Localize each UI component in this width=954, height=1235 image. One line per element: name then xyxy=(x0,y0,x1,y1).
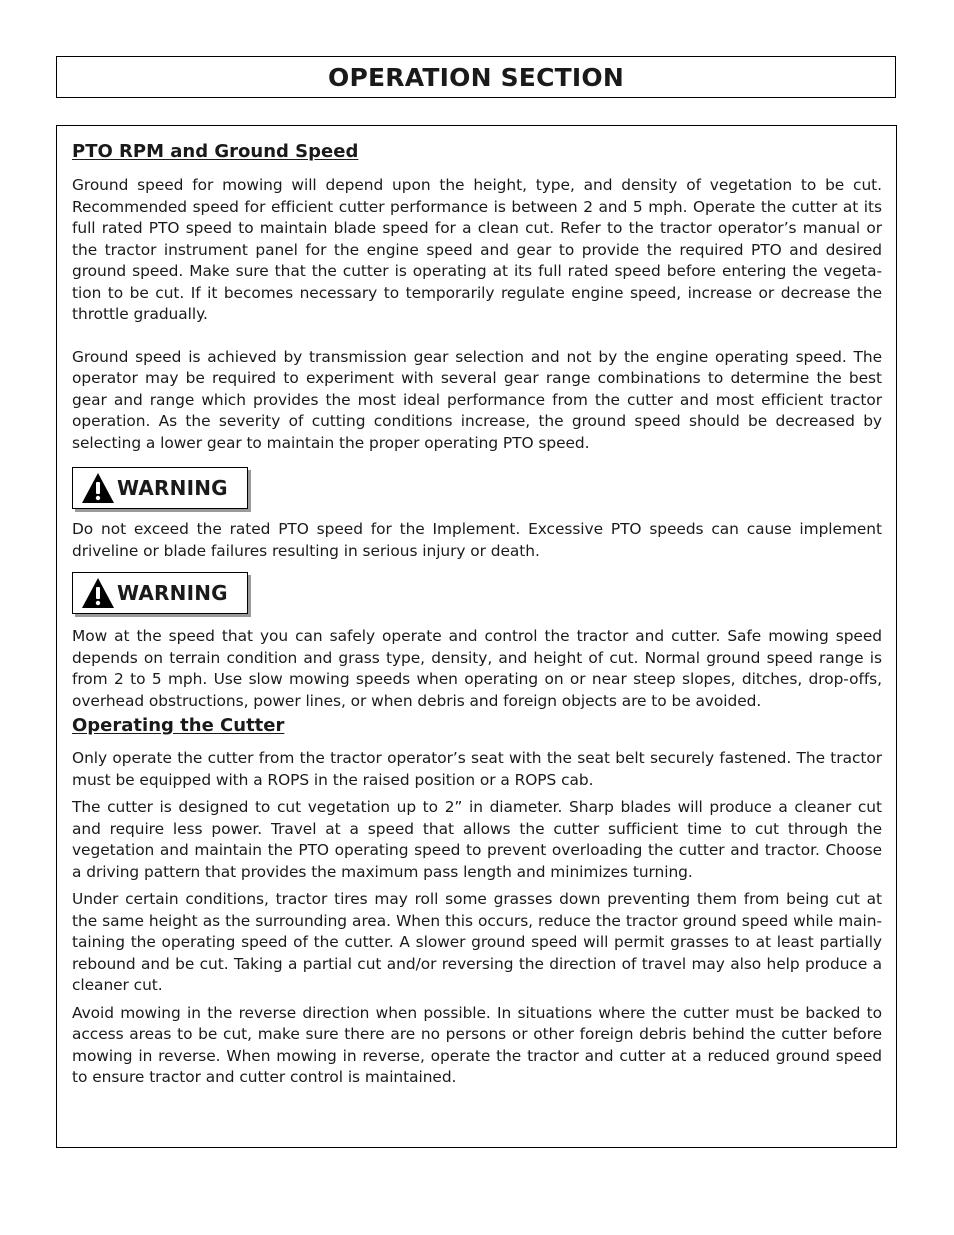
warning-text: Do not exceed the rated PTO speed for the Implement. Excessive PTO speeds can cause implement driveline or blade failures resulting in serious injury or death. xyxy=(72,520,882,560)
content-box xyxy=(56,125,897,1148)
paragraph: The cutter is designed to cut vegetation up to 2” in diameter. Sharp blades will produce a cleaner cut and require less power. Travel at a speed that allows the cutter sufficient time to cut through the vegetation and maintain the PTO operating speed to prevent overloading the cutter and tractor. Choose a driving pattern that provides the maximum pass length and minimizes turning. xyxy=(72,798,882,881)
paragraph: Ground speed for mowing will depend upon the height, type, and density of vegetation to be cut. Recommended speed for efficient cutter performance is between 2 and 5 mph. Operate the cutter at its full rated PTO speed to maintain blade speed for a clean cut. Refer to the tractor operator’s manual or the tractor instrument panel for the engine speed and gear to provide the required PTO and desired ground speed. Make sure that the cutter is operating at its full rated speed before entering the vegeta-tion to be cut. If it becomes necessary to temporarily regulate engine speed, increase or decrease the throttle gradually. xyxy=(72,176,882,323)
warning-label: WARNING xyxy=(117,581,228,605)
paragraph: Under certain conditions, tractor tires may roll some grasses down preventing them from being cut at the same height as the surrounding area. When this occurs, reduce the tractor ground speed while main-taining the operating speed of the cutter. A slower ground speed will permit grasses to at least partially rebound and be cut. Taking a partial cut and/or reversing the direction of travel may also help produce a cleaner cut. xyxy=(72,890,882,994)
section-heading-pto: PTO RPM and Ground Speed xyxy=(72,141,359,162)
content-inner xyxy=(72,140,882,1089)
warning-triangle-icon xyxy=(81,577,115,609)
warning-text: Mow at the speed that you can safely operate and control the tractor and cutter. Safe mowing speed depends on terrain condition and grass type, density, and height of cut. Normal ground speed range is from 2 to 5 mph. Use slow mowing speeds when operating on or near steep slopes, ditches, drop-offs, overhead obstructions, power lines, or when debris and foreign objects are to be avoided. xyxy=(72,627,882,710)
paragraph: Only operate the cutter from the tractor operator’s seat with the seat belt securely fastened. The tractor must be equipped with a ROPS in the raised position or a ROPS cab. xyxy=(72,749,882,789)
page-title-box xyxy=(56,56,896,98)
section-heading-operating: Operating the Cutter xyxy=(72,715,285,736)
warning-triangle-icon xyxy=(81,472,115,504)
warning-label: WARNING xyxy=(117,476,228,500)
paragraph: Ground speed is achieved by transmission gear selection and not by the engine operating speed. The operator may be required to experiment with several gear range combinations to determine the best gear and range which provides the most ideal performance from the cutter and most efficient tractor operation. As the severity of cutting conditions increase, the ground speed should be decreased by selecting a lower gear to maintain the proper operating PTO speed. xyxy=(72,347,882,452)
paragraph: Avoid mowing in the reverse direction when possible. In situations where the cutter must be backed to access areas to be cut, make sure there are no persons or other foreign debris behind the cutter before mowing in reverse. When mowing in reverse, operate the tractor and cutter at a reduced ground speed to ensure tractor and cutter control is maintained. xyxy=(72,1003,882,1086)
warning-label-box xyxy=(72,467,248,509)
page-title: OPERATION SECTION xyxy=(328,62,624,92)
warning-label-box xyxy=(72,572,248,614)
